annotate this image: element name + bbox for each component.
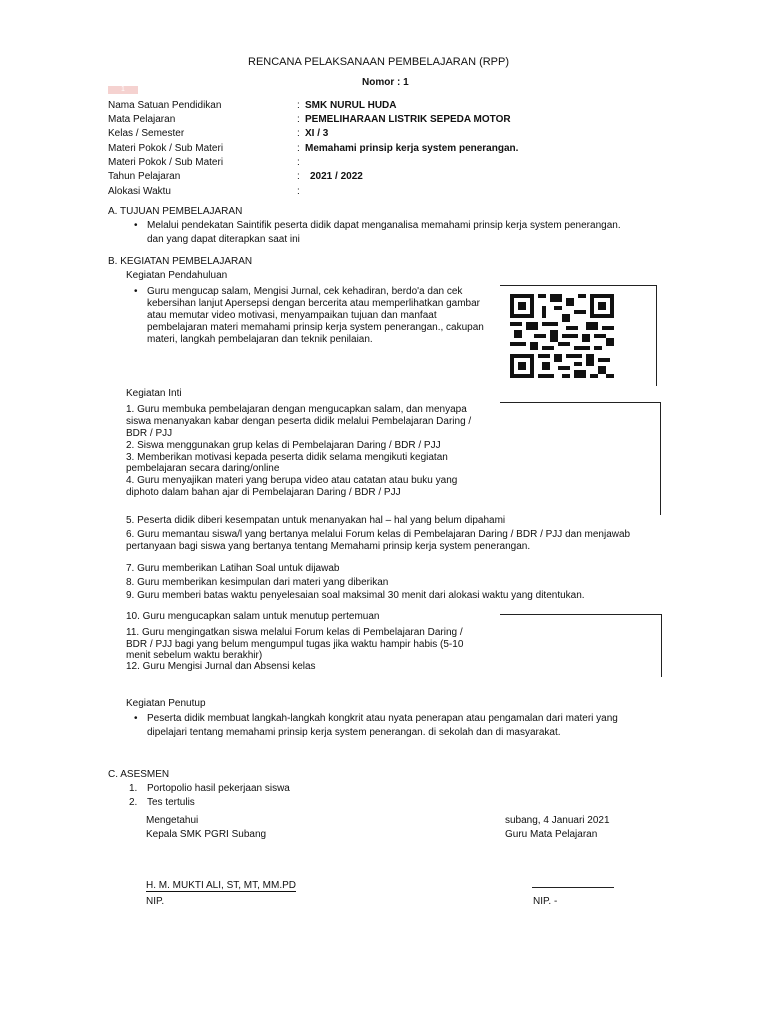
bullet: • [134,286,138,297]
inti-text: pembelajaran secara daring/online [126,463,280,474]
identity-colon: : [297,171,300,182]
asesmen-number: 1. [129,783,138,794]
signature-left-label: Mengetahui [146,815,199,826]
inti-text: 4. Guru menyajikan materi yang berupa video atau catatan atau buku yang [126,475,458,486]
inti-text: 5. Peserta didik diberi kesempatan untuk menanyakan hal – hal yang belum dipahami [126,515,506,526]
inti-text: 8. Guru memberikan kesimpulan dari materi yang diberikan [126,577,389,588]
identity-label: Mata Pelajaran [108,114,176,125]
identity-colon: : [297,157,300,168]
identity-colon: : [297,100,300,111]
identity-value: Memahami prinsip kerja system penerangan. [305,143,519,154]
signature-left-nip: NIP. [146,896,165,907]
identity-label: Alokasi Waktu [108,186,171,197]
bullet: • [134,713,138,724]
identity-label: Tahun Pelajaran [108,171,181,182]
pendahuluan-text: pembelajaran materi memahami prinsip kerja system penerangan., cakupan [147,322,484,333]
identity-colon: : [297,143,300,154]
section-c-heading: C. ASESMEN [108,769,170,780]
identity-colon: : [297,186,300,197]
kegiatan-inti-heading: Kegiatan Inti [126,388,182,399]
image-placeholder [500,614,662,677]
inti-text: menit sebelum waktu berakhir) [126,650,263,661]
inti-text: 9. Guru memberi batas waktu penyelesaian soal maksimal 30 menit dari alokasi waktu yang ditentukan. [126,590,585,601]
identity-label: Materi Pokok / Sub Materi [108,143,224,154]
inti-text: BDR / PJJ [126,428,173,439]
penutup-text: dipelajari tentang memahami prinsip kerja system penerangan. di sekolah dan di masyarakat. [147,727,561,738]
asesmen-item: Tes tertulis [147,797,195,808]
inti-text: siswa menanyakan kabar dengan peserta didik melalui Pembelajaran Daring / [126,416,472,427]
signature-right-date: subang, 4 Januari 2021 [505,815,610,826]
identity-label: Materi Pokok / Sub Materi [108,157,224,168]
page-number-badge: 1 [108,86,138,94]
identity-value: XI / 3 [305,128,329,139]
signature-left-name-wrap [146,880,296,891]
inti-text: 6. Guru memantau siswa/l yang bertanya melalui Forum kelas di Pembelajaran Daring / BDR / PJJ dan menjawab [126,529,631,540]
section-b-heading: B. KEGIATAN PEMBELAJARAN [108,256,253,267]
inti-text: 1. Guru membuka pembelajaran dengan mengucapkan salam, dan menyapa [126,404,467,415]
inti-text: pertanyaan bagi siswa yang bertanya tentang Memahami prinsip kerja system penerangan. [126,541,531,552]
signature-left-position: Kepala SMK PGRI Subang [146,829,267,840]
inti-text: diphoto dalam bahan ajar di Pembelajaran Daring / BDR / PJJ [126,487,401,498]
section-a-heading: A. TUJUAN PEMBELAJARAN [108,206,243,217]
inti-text: 3. Memberikan motivasi kepada peserta didik selama mengikuti kegiatan [126,452,448,463]
identity-value: 2021 / 2022 [310,171,363,182]
image-placeholder [500,402,661,515]
identity-colon: : [297,128,300,139]
inti-text: 11. Guru mengingatkan siswa melalui Forum kelas di Pembelajaran Daring / [126,627,463,638]
inti-text: 10. Guru mengucapkan salam untuk menutup pertemuan [126,611,380,622]
signature-right-nip: NIP. - [533,896,558,907]
kegiatan-penutup-heading: Kegiatan Penutup [126,698,206,709]
asesmen-number: 2. [129,797,138,808]
identity-label: Kelas / Semester [108,128,185,139]
bullet: • [134,220,138,231]
penutup-text: Peserta didik membuat langkah-langkah kongkrit atau nyata penerapan atau pengamalan dari materi yang [147,713,618,724]
inti-text: 12. Guru Mengisi Jurnal dan Absensi kelas [126,661,316,672]
document-title: RENCANA PELAKSANAAN PEMBELAJARAN (RPP) [248,56,510,68]
pendahuluan-text: Guru mengucap salam, Mengisi Jurnal, cek kehadiran, berdo'a dan cek [147,286,463,297]
signature-right-position: Guru Mata Pelajaran [505,829,598,840]
identity-value: PEMELIHARAAN LISTRIK SEPEDA MOTOR [305,114,511,125]
qr-code-image [510,294,614,378]
section-a-text: dan yang dapat diterapkan saat ini [147,234,300,245]
pendahuluan-text: atau memutar video motivasi, menyampaikan tujuan dan manfaat [147,310,437,321]
inti-text: 2. Siswa menggunakan grup kelas di Pembelajaran Daring / BDR / PJJ [126,440,441,451]
kegiatan-pendahuluan-heading: Kegiatan Pendahuluan [126,270,228,281]
inti-text: BDR / PJJ bagi yang belum mengumpul tugas jika waktu hampir habis (5-10 [126,639,464,650]
identity-value: SMK NURUL HUDA [305,100,397,111]
pendahuluan-text: materi, langkah pembelajaran dan teknik penilaian. [147,334,373,345]
signature-left-name: H. M. MUKTI ALI, ST, MT, MM.PD [146,880,297,891]
asesmen-item: Portopolio hasil pekerjaan siswa [147,783,290,794]
inti-text: 7. Guru memberikan Latihan Soal untuk dijawab [126,563,340,574]
identity-colon: : [297,114,300,125]
identity-label: Nama Satuan Pendidikan [108,100,222,111]
pendahuluan-text: kebersihan lanjut Apersepsi dengan bercerita atau memperlihatkan gambar [147,298,480,309]
signature-right-line [532,887,614,888]
section-a-text: Melalui pendekatan Saintifik peserta didik dapat menganalisa memahami prinsip kerja system penerangan. [147,220,621,231]
document-number: Nomor : 1 [362,77,409,88]
